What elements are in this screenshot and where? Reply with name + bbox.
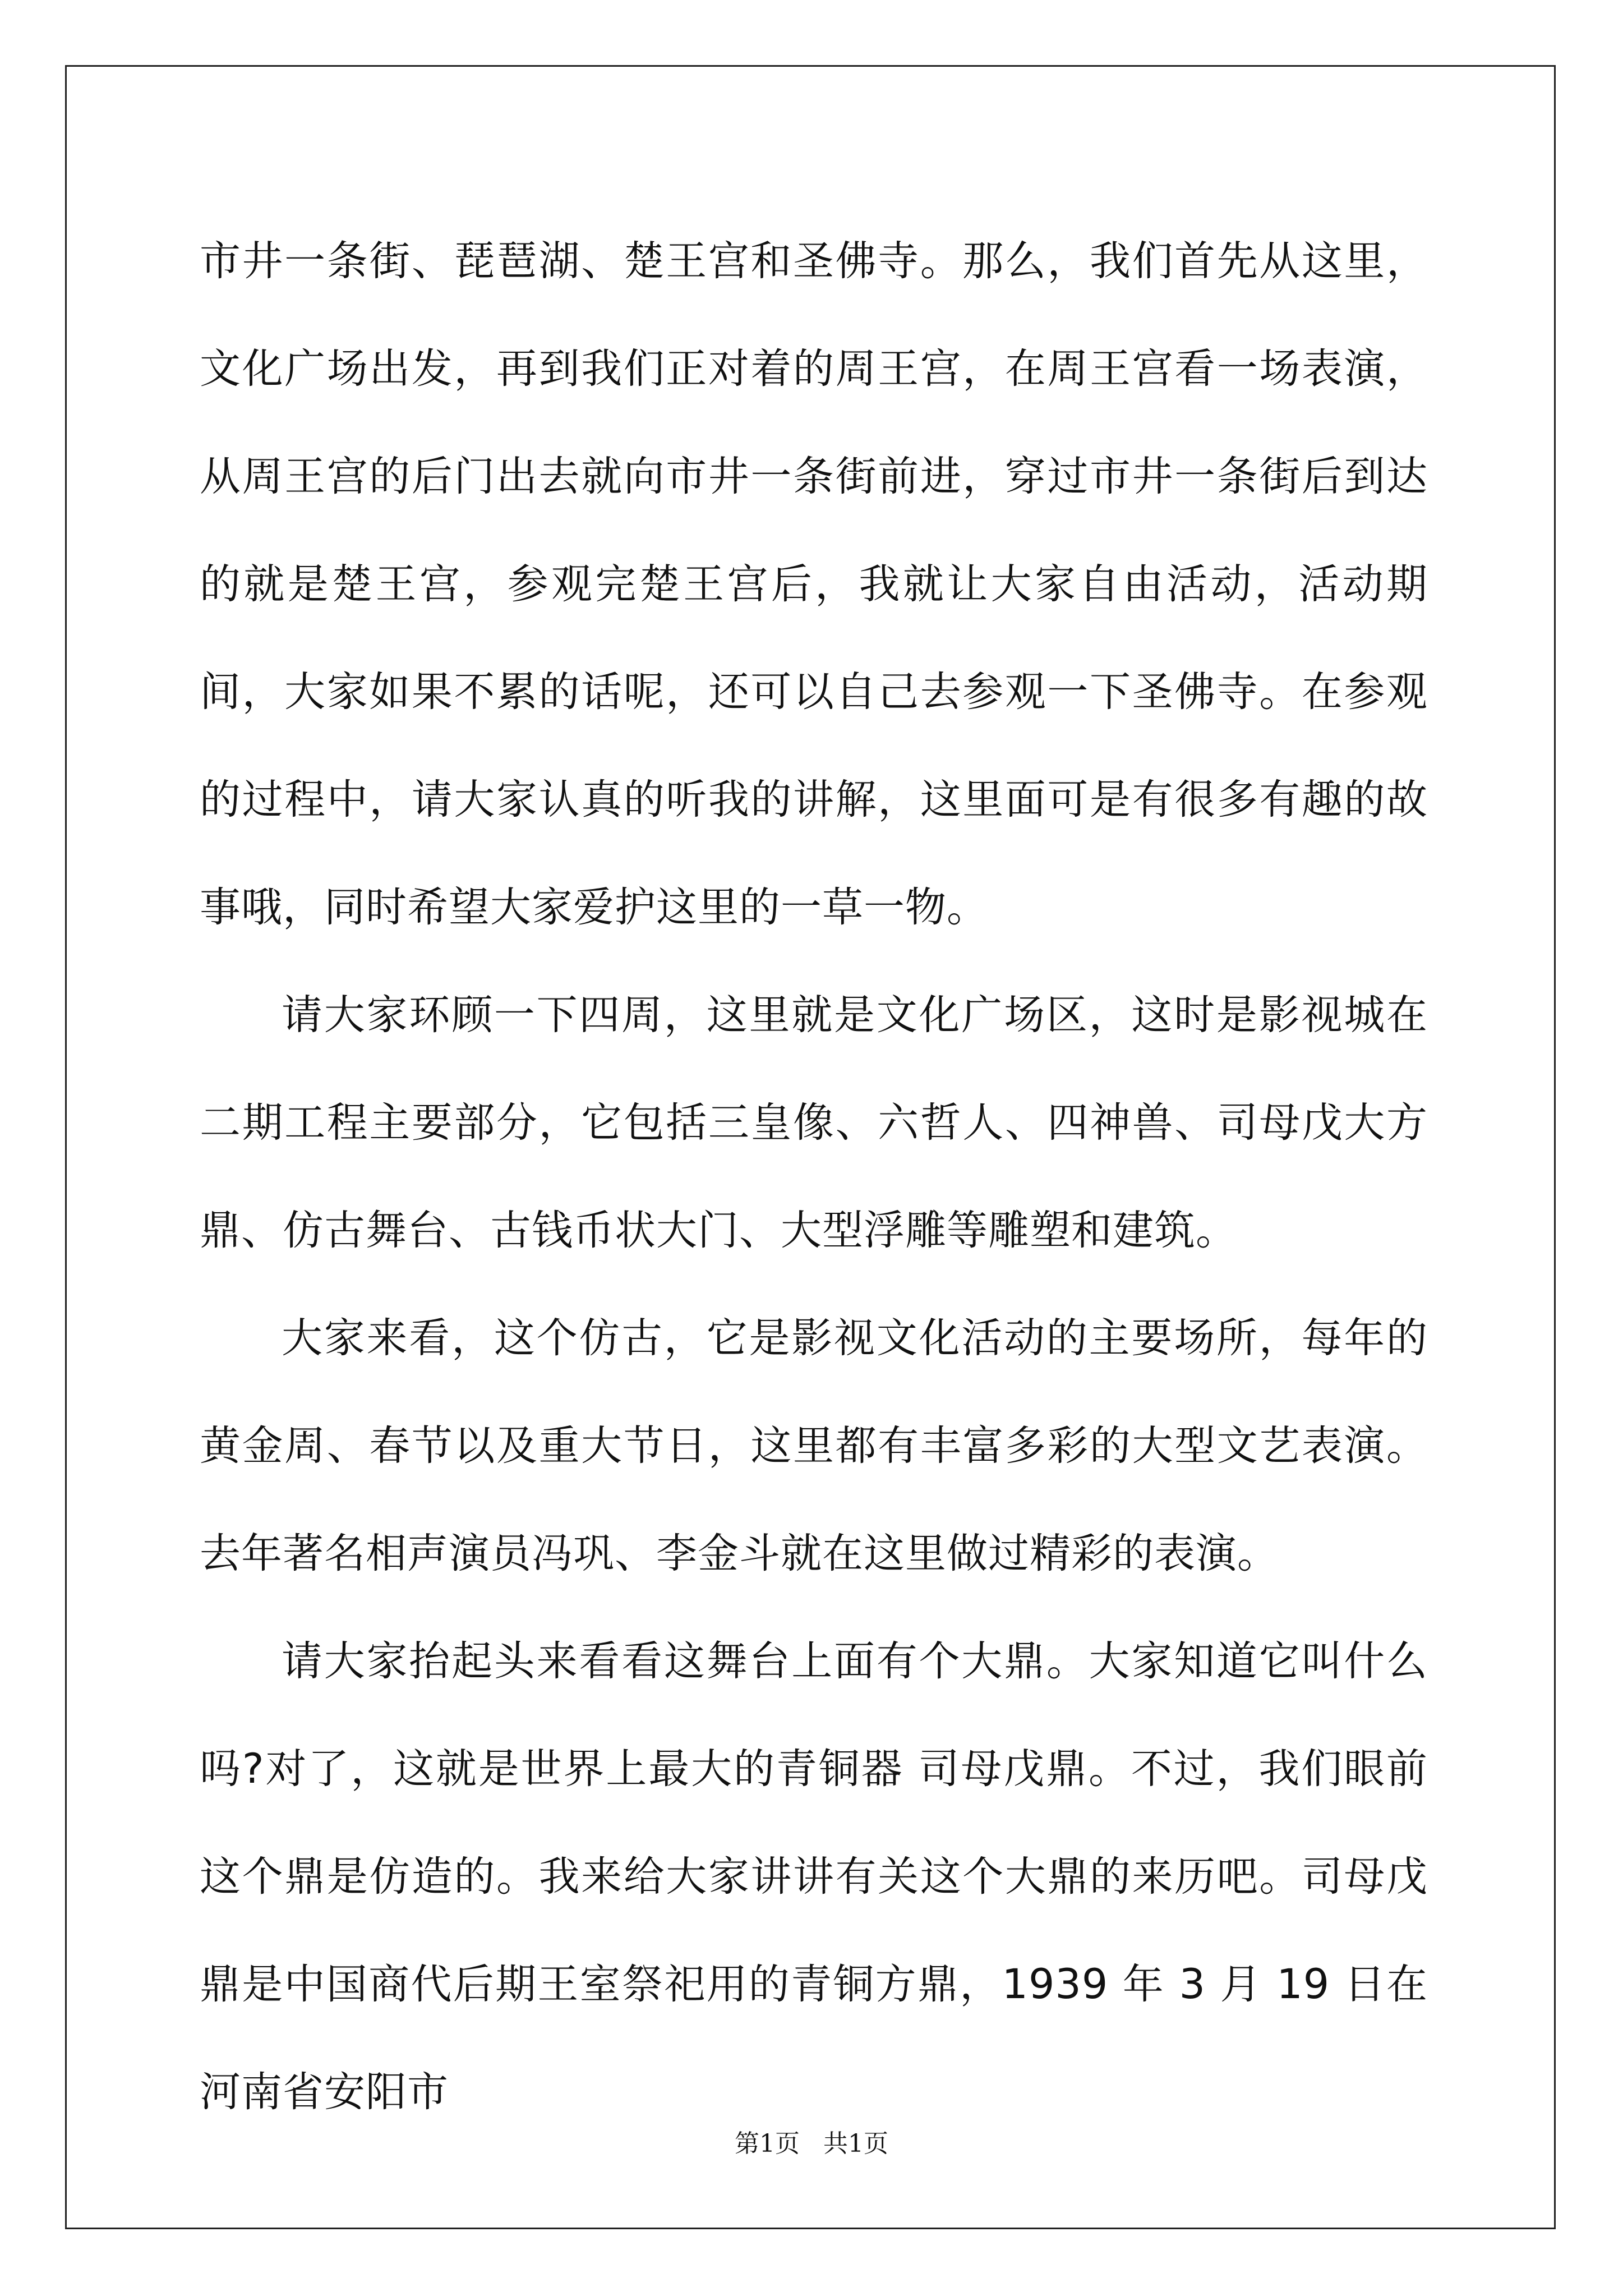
document-body — [200, 208, 1428, 2146]
paragraph-2: 请大家环顾一下四周，这里就是文化广场区，这时是影视城在二期工程主要部分，它包括三皇像、六哲人、四神兽、司母戊大方鼎、仿古舞台、古钱币状大门、大型浮雕等雕塑和建筑。 — [200, 991, 1428, 1254]
paragraph-1: 市井一条街、琵琶湖、楚王宫和圣佛寺。那么，我们首先从这里，文化广场出发，再到我们正对着的周王宫，在周王宫看一场表演，从周王宫的后门出去就向市井一条街前进，穿过市井一条街后到达的就是楚王宫，参观完楚王宫后，我就让大家自由活动，活动期间，大家如果不累的话呢，还可以自己去参观一下圣佛寺。在参观的过程中，请大家认真的听我的讲解，这里面可是有很多有趣的故事哦，同时希望大家爱护这里的一草一物。 — [200, 237, 1428, 931]
paragraph-3: 大家来看，这个仿古，它是影视文化活动的主要场所，每年的黄金周、春节以及重大节日，这里都有丰富多彩的大型文艺表演。去年著名相声演员冯巩、李金斗就在这里做过精彩的表演。 — [200, 1314, 1428, 1577]
paragraph-4: 请大家抬起头来看看这舞台上面有个大鼎。大家知道它叫什么吗?对了，这就是世界上最大的青铜器 司母戊鼎。不过，我们眼前这个鼎是仿造的。我来给大家讲讲有关这个大鼎的来历吧。司母戊鼎是中国商代后期王室祭祀用的青铜方鼎，1939 年 3 月 19 日在河南省安阳市 — [200, 1637, 1428, 2116]
page-footer: 第1页 共1页 — [735, 2129, 888, 2158]
